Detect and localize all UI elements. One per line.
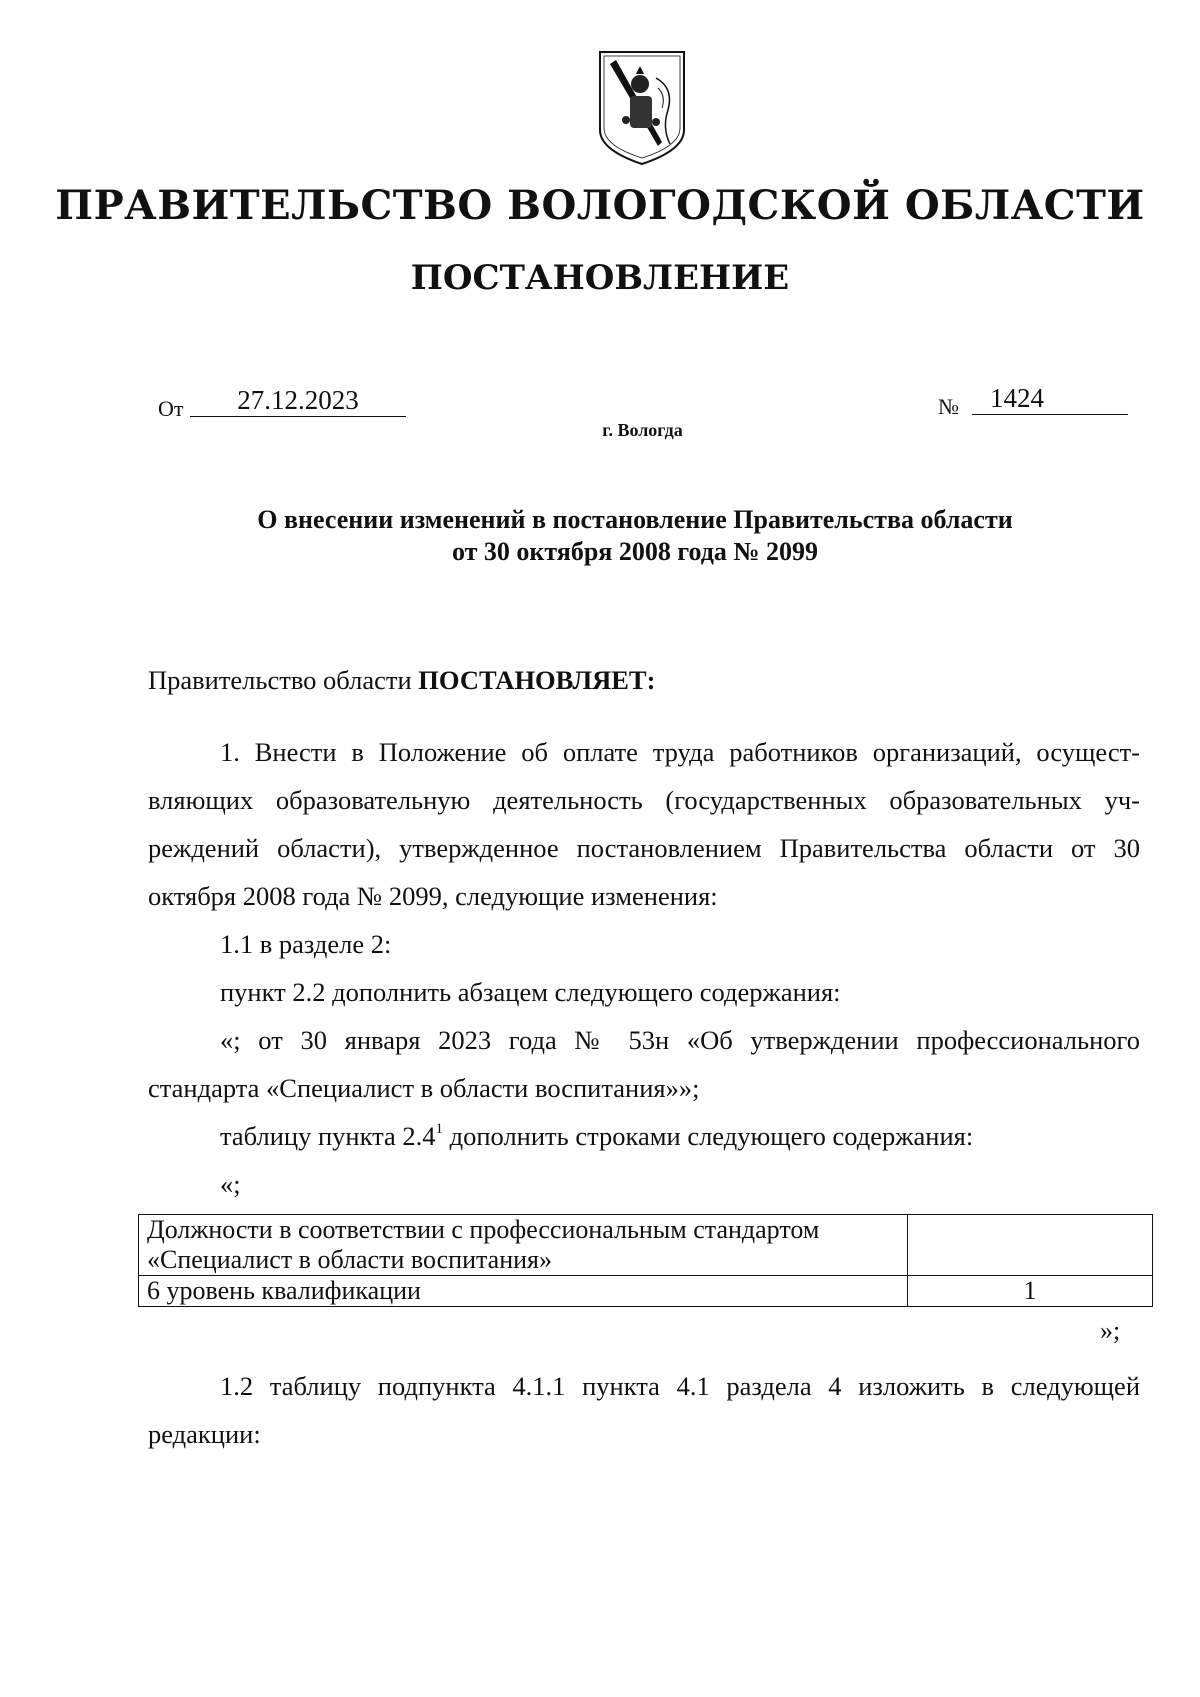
document-type: ПОСТАНОВЛЕНИЕ xyxy=(410,258,790,298)
table-intro-suffix: дополнить строками следующего содержания: xyxy=(443,1121,974,1151)
preamble-text: Правительство области xyxy=(148,665,419,695)
table-cell: 6 уровень квалификации xyxy=(139,1276,908,1307)
open-quote: «; xyxy=(220,1169,241,1199)
item1-line-1: 1. Внести в Положение об оплате труда работников организаций, осущест- xyxy=(220,737,1140,767)
item1-2-line-1: 1.2 таблицу подпункта 4.1.1 пункта 4.1 раздела 4 изложить в следующей xyxy=(220,1371,1140,1401)
quote-line-2: стандарта «Специалист в области воспитания»»; xyxy=(148,1073,700,1103)
table-row xyxy=(139,1276,1153,1307)
cell-line: «Специалист в области воспитания» xyxy=(147,1245,552,1274)
item1-2-line-2: редакции: xyxy=(148,1419,261,1449)
close-quote: »; xyxy=(1100,1316,1121,1345)
table-intro-prefix: таблицу пункта 2.4 xyxy=(220,1121,436,1151)
cell-line: Должности в соответствии с профессиональным стандартом xyxy=(147,1215,820,1244)
table-row xyxy=(139,1215,1153,1276)
date-label: От xyxy=(158,396,184,421)
item1-line-4: октября 2008 года № 2099, следующие изменения: xyxy=(148,881,718,911)
table-cell xyxy=(139,1215,908,1276)
quote-line-1: «; от 30 января 2023 года № 53н «Об утверждении профессионального xyxy=(220,1025,1140,1055)
number-label: № xyxy=(938,394,959,419)
item1-1: 1.1 в разделе 2: xyxy=(220,929,392,959)
table-intro-sup: 1 xyxy=(435,1121,444,1137)
document-number: 1424 xyxy=(972,382,1128,415)
table-cell: 1 xyxy=(908,1276,1153,1307)
positions-table xyxy=(138,1214,1153,1307)
table-cell xyxy=(908,1215,1153,1276)
item1-line-2: вляющих образовательную деятельность (государственных образовательных уч- xyxy=(148,785,1140,815)
item1-1-paragraph: пункт 2.2 дополнить абзацем следующего содержания: xyxy=(220,977,841,1007)
subject-line-1: О внесении изменений в постановление Правительства области xyxy=(257,505,1013,534)
table-intro xyxy=(220,1112,1140,1160)
document-date: 27.12.2023 xyxy=(190,384,406,417)
document-subject xyxy=(150,504,1120,568)
subject-line-2: от 30 октября 2008 года № 2099 xyxy=(451,537,819,566)
organization-title: ПРАВИТЕЛЬСТВО ВОЛОГОДСКОЙ ОБЛАСТИ xyxy=(55,182,1145,229)
preamble xyxy=(148,656,1140,704)
coat-of-arms-icon xyxy=(596,48,688,166)
item1-line-3: реждений области), утвержденное постановлением Правительства области от 30 xyxy=(148,833,1140,863)
city-label: г. Вологда xyxy=(602,420,683,440)
preamble-bold: ПОСТАНОВЛЯЕТ: xyxy=(418,665,656,695)
